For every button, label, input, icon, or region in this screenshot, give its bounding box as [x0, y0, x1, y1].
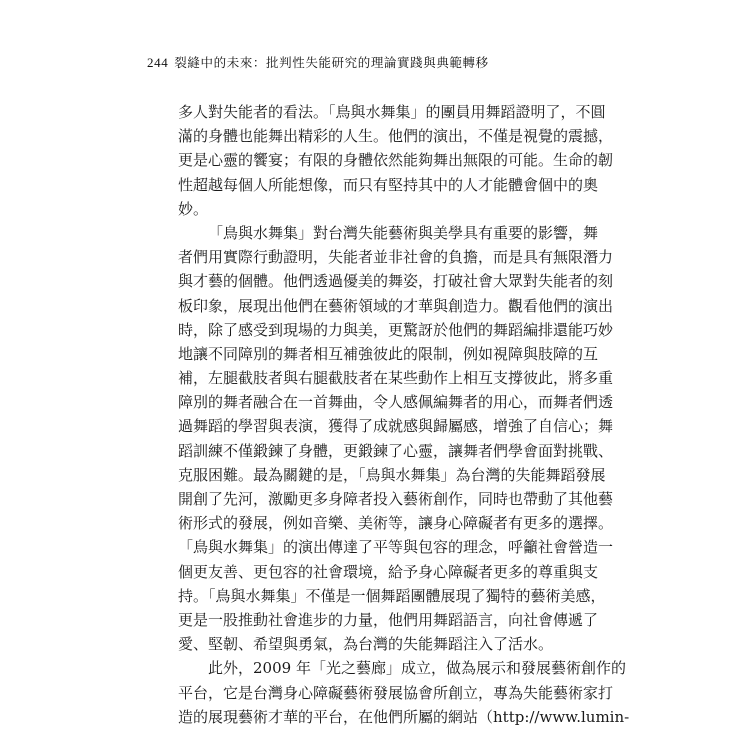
page-number: 244: [147, 55, 169, 70]
text-line: 愛、堅韌、希望與勇氣，為台灣的失能舞蹈注入了活水。: [178, 635, 554, 654]
text-line: 與才藝的個體。他們透過優美的舞姿，打破社會大眾對失能者的刻: [178, 272, 614, 291]
text-line: 「鳥與水舞集」的演出傳達了平等與包容的理念，呼籲社會營造一: [178, 538, 614, 557]
text-line: 此外，2009 年「光之藝廊」成立，做為展示和發展藝術創作的: [208, 659, 626, 678]
text-line: 板印象，展現出他們在藝術領域的才華與創造力。觀看他們的演出: [178, 296, 614, 315]
text-line: 個更友善、更包容的社會環境，給予身心障礙者更多的尊重與支: [178, 562, 599, 581]
text-line: 更是一股推動社會進步的力量，他們用舞蹈語言，向社會傳遞了: [178, 610, 599, 629]
text-line: 造的展現藝術才華的平台，在他們所屬的網站（http://www.lumin-: [178, 707, 630, 726]
text-line: 多人對失能者的看法。「鳥與水舞集」的團員用舞蹈證明了，不圓: [178, 103, 606, 121]
text-line: 平台，它是台灣身心障礙藝術發展協會所創立，專為失能藝術家打: [178, 683, 614, 702]
text-line: 克服困難。最為關鍵的是，「鳥與水舞集」為台灣的失能舞蹈發展: [178, 465, 606, 484]
text-line: 術形式的發展，例如音樂、美術等，讓身心障礙者有更多的選擇。: [178, 514, 614, 533]
text-line: 滿的身體也能舞出精彩的人生。他們的演出，不僅是視覺的震撼，: [178, 127, 614, 146]
body-text: [178, 100, 630, 729]
text-line: 「鳥與水舞集」對台灣失能藝術與美學具有重要的影響，舞: [208, 223, 599, 242]
text-line: 蹈訓練不僅鍛鍊了身體，更鍛鍊了心靈，讓舞者們學會面對挑戰、: [178, 441, 614, 460]
text-line: 過舞蹈的學習與表演，獲得了成就感與歸屬感，增強了自信心；舞: [178, 417, 614, 436]
text-line: 更是心靈的饗宴；有限的身體依然能夠舞出無限的可能。生命的韌: [178, 151, 614, 170]
text-line: 補，左腿截肢者與右腿截肢者在某些動作上相互支撐彼此，將多重: [178, 369, 614, 388]
running-header: [147, 52, 607, 74]
book-title: 裂縫中的未來：批判性失能研究的理論實踐與典範轉移: [174, 55, 489, 70]
text-line: 者們用實際行動證明，失能者並非社會的負擔，而是具有無限潛力: [178, 248, 614, 267]
text-line: 開創了先河，激勵更多身障者投入藝術創作，同時也帶動了其他藝: [178, 490, 614, 508]
text-line: 時，除了感受到現場的力與美，更驚訝於他們的舞蹈編排還能巧妙: [178, 320, 614, 339]
text-line: 地讓不同障別的舞者相互補強彼此的限制，例如視障與肢障的互: [178, 344, 599, 363]
text-line: 性超越每個人所能想像，而只有堅持其中的人才能體會個中的奧: [178, 175, 599, 194]
text-line: 障別的舞者融合在一首舞曲，令人感佩編舞者的用心，而舞者們透: [178, 393, 614, 412]
text-line: 持。「鳥與水舞集」不僅是一個舞蹈團體展現了獨特的藝術美感，: [178, 586, 606, 605]
text-line: 妙。: [178, 199, 209, 218]
